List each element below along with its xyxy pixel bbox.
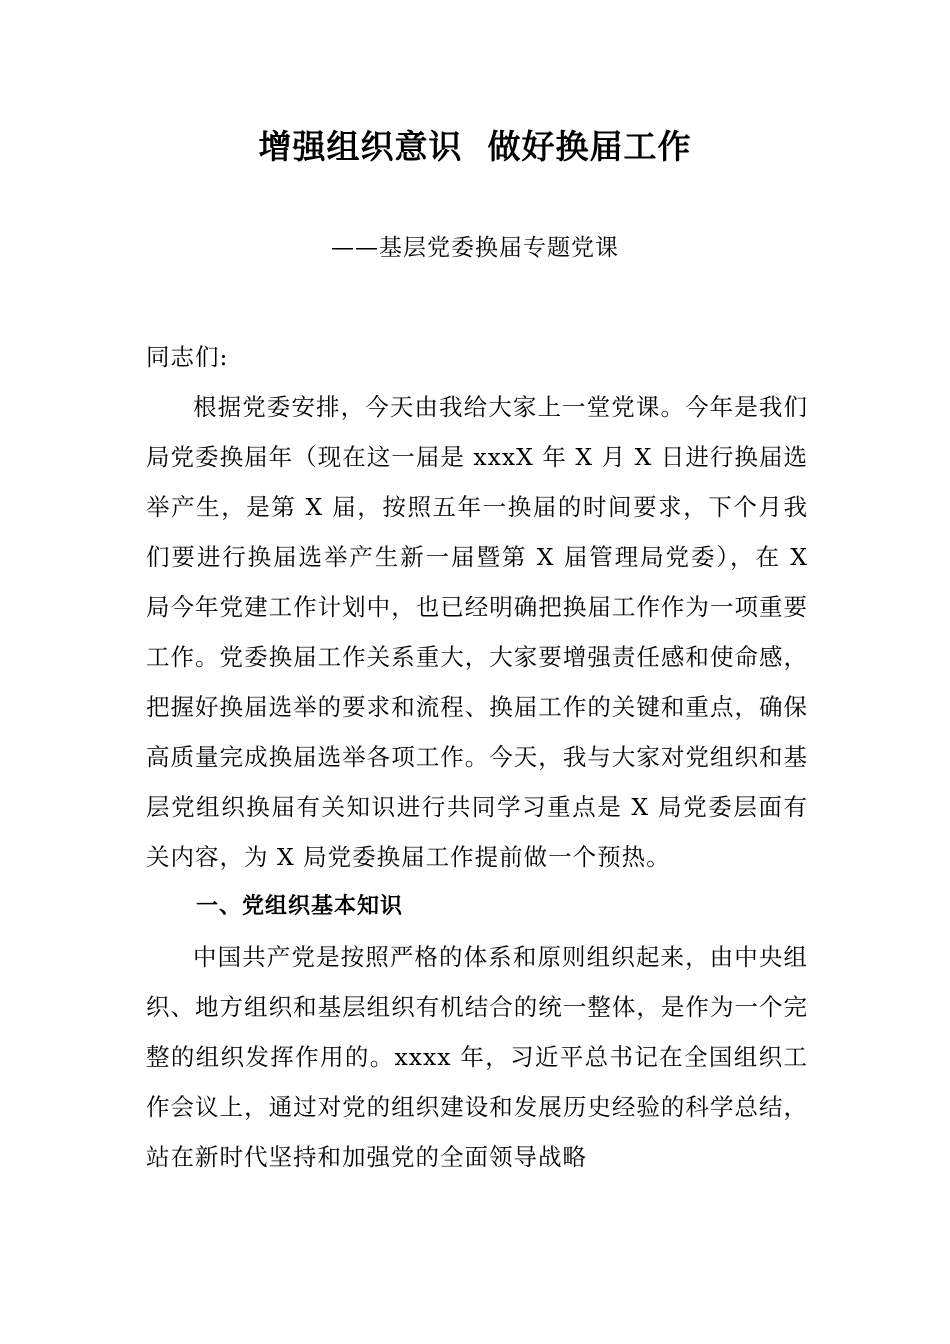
document-subtitle: ——基层党委换届专题党课	[331, 235, 619, 261]
paragraph-intro: 根据党委安排，今天由我给大家上一堂党课。今年是我们局党委换届年（现在这一届是 xxxX 年 X 月 X 日进行换届选举产生，是第 X 届，按照五年一换届的时间要求，下个月我们要进行换届选举产生新一届暨第 X 届管理局党委），在 X 局今年党建工作计划中，也已经明确把换届工作作为一项重要工作。党委换届工作关系重大，大家要增强责任感和使命感，把握好换届选举的要求和流程、换届工作的关键和重点，确保高质量完成换届选举各项工作。今天，我与大家对党组织和基层党组织换届有关知识进行共同学习重点是 X 局党委层面有关内容，为 X 局党委换届工作提前做一个预热。	[146, 393, 808, 871]
document-body	[146, 332, 808, 1182]
document-title: 增强组织意识 做好换届工作	[258, 127, 692, 166]
salutation: 同志们:	[146, 343, 229, 371]
section-heading: 一、党组织基本知识	[196, 894, 404, 919]
paragraph-section-1: 中国共产党是按照严格的体系和原则组织起来，由中央组织、地方组织和基层组织有机结合的统一整体，是作为一个完整的组织发挥作用的。xxxx 年，习近平总书记在全国组织工作会议上，通过对党的组织建设和发展历史经验的科学总结，站在新时代坚持和加强党的全面领导战略	[146, 943, 808, 1171]
